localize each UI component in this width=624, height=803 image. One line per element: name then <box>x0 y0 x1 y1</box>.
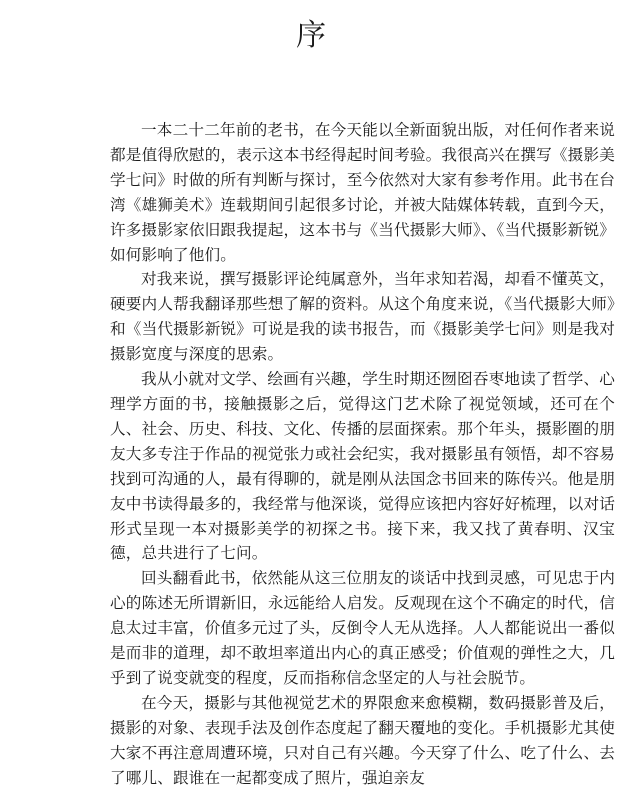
page-title: 序 <box>296 18 328 53</box>
paragraph-3: 我从小就对文学、绘画有兴趣，学生时期还囫囵吞枣地读了哲学、心理学方面的书，接触摄影之后，觉得这门艺术除了视觉领域，还可在个人、社会、历史、科技、文化、传播的层面探索。那个年头，摄影圈的朋友大多专注于作品的视觉张力或社会纪实，我对摄影虽有领悟，却不容易找到可沟通的人，最有得聊的，就是刚从法国念书回来的陈传兴。他是朋友中书读得最多的，我经常与他深谈，觉得应该把内容好好梳理，以对话形式呈现一本对摄影美学的初探之书。接下来，我又找了黄春明、汉宝德，总共进行了七问。 <box>110 370 615 563</box>
paragraph-1: 一本二十二年前的老书，在今天能以全新面貌出版，对任何作者来说都是值得欣慰的，表示这本书经得起时间考验。我很高兴在撰写《摄影美学七问》时做的所有判断与探讨，至今依然对大家有参考作用。此书在台湾《雄狮美术》连载期间引起很多讨论，并被大陆媒体转载，直到今天，许多摄影家依旧跟我提起，这本书与《当代摄影大师》、《当代摄影新锐》如何影响了他们。 <box>110 121 615 264</box>
paragraph-5: 在今天，摄影与其他视觉艺术的界限愈来愈模糊，数码摄影普及后，摄影的对象、表现手法及创作态度起了翻天覆地的变化。手机摄影尤其使大家不再注意周遭环境，只对自己有兴趣。今天穿了什么、吃了什么、去了哪儿、跟谁在一起都变成了照片，强迫亲友 <box>110 693 615 787</box>
paragraph-4: 回头翻看此书，依然能从这三位朋友的谈话中找到灵感，可见忠于内心的陈述无所谓新旧，永远能给人启发。反观现在这个不确定的时代，信息太过丰富，价值多元过了头，反倒令人无从选择。人人都能说出一番似是而非的道理，却不敢坦率道出内心的真正感受；价值观的弹性之大，几乎到了说变就变的程度，反而指称信念坚定的人与社会脱节。 <box>110 569 615 687</box>
preface-body <box>110 118 615 790</box>
paragraph-2: 对我来说，撰写摄影评论纯属意外，当年求知若渴，却看不懂英文，硬要内人帮我翻译那些想了解的资料。从这个角度来说，《当代摄影大师》和《当代摄影新锐》可说是我的读书报告，而《摄影美学七问》则是我对摄影宽度与深度的思索。 <box>110 270 615 364</box>
